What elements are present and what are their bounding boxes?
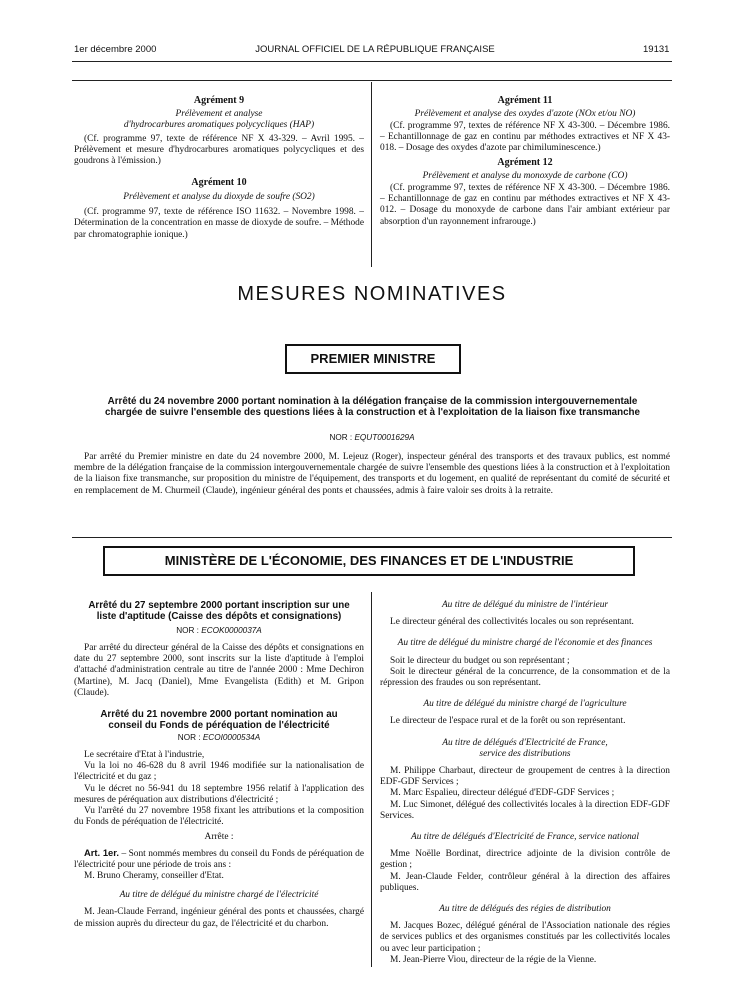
arrete-21-nov-vu-arrete: Vu l'arrêté du 27 novembre 1958 fixant les attributions et la composition du Fonds de péréquation de l'électricité.	[74, 806, 364, 828]
agrement-10-subtitle: Prélèvement et analyse du dioxyde de soufre (SO2)	[123, 192, 315, 203]
article-1-label: Art. 1er.	[84, 846, 120, 858]
arrete-21-nov-article-1	[74, 847, 364, 871]
arrete-27-sept-body: Par arrêté du directeur général de la Caisse des dépôts et consignations en date du 27 septembre 2000, sont inscrits sur la liste d'aptitude à l'emploi d'attaché d'administration centrale au titre de l'année 2000 : Mme Dechiron (Martine), M. Jacq (Daniel), Mme Evangelista (Edith) et M. Gripon (Claude).	[74, 643, 364, 698]
delegue-agriculture-heading: Au titre de délégué du ministre chargé de l'agriculture	[423, 699, 627, 710]
agrement-12-text: (Cf. programme 97, textes de référence NF X 43-300. – Décembre 1986. – Echantillonnage de gaz en continu par méthodes extractives et NF X 43-012. – Dosage du monoxyde de carbone dans l'air ambiant extérieur par absorption d'un rayonnement infrarouge.)	[380, 183, 670, 227]
pm-nor-label: NOR :	[329, 433, 355, 442]
ministere-economie-box: MINISTÈRE DE L'ÉCONOMIE, DES FINANCES ET DE L'INDUSTRIE	[103, 546, 635, 576]
delegue-economie-budget: Soit le directeur du budget ou son représentant ;	[390, 655, 570, 666]
arrete-21-nov-member-cheramy: M. Bruno Cheramy, conseiller d'Etat.	[84, 871, 224, 882]
bottom-right-column	[380, 600, 670, 966]
arrete-21-nov-vu-decret: Vu le décret no 56-941 du 18 septembre 1956 relatif à l'application des mesures de péréquation aux distributions d'électricité ;	[74, 783, 364, 805]
delegue-interieur-text: Le directeur général des collectivités locales ou son représentant.	[390, 617, 634, 628]
delegues-regies-heading: Au titre de délégués des régies de distribution	[439, 904, 611, 915]
delegue-felder: M. Jean-Claude Felder, contrôleur général à la direction des affaires publiques.	[380, 871, 670, 893]
arrete-27-sept-nor	[74, 626, 364, 635]
pm-nor-line	[72, 433, 672, 442]
column-divider-bottom	[371, 592, 372, 967]
agrement-9-text: (Cf. programme 97, texte de référence NF X 43-329. – Avril 1995. – Prélèvement et mesure d'hydrocarbures aromatiques polycycliques et des goudrons à l'émission.)	[74, 133, 364, 167]
agrement-10-title: Agrément 10	[191, 176, 247, 188]
arrete-21-nov-arrete: Arrête :	[204, 832, 234, 843]
arrete-21-nov-nor	[74, 733, 364, 742]
top-right-column	[380, 95, 670, 228]
mesures-nominatives-heading: MESURES NOMINATIVES	[237, 283, 507, 305]
delegue-simonet: M. Luc Simonet, délégué des collectivités locales à la direction EDF-GDF Services.	[380, 799, 670, 821]
delegue-electricite-heading: Au titre de délégué du ministre chargé de l'électricité	[119, 890, 319, 901]
pm-arrete-body: Par arrêté du Premier ministre en date du 24 novembre 2000, M. Lejeuz (Roger), inspecteur général des transports et des travaux publics, est nommé membre de la délégation française de la commission intergouvernementale chargée de suivre l'ensemble des questions liées à la construction et à l'exploitation de la liaison fixe transmanche, sur proposition du ministre de l'équipement, des transports et du logement, en qualité de représentant du comité de sécurité et en remplacement de M. Churmeil (Claude), ingénieur général des ponts et chaussées, admis à faire valoir ses droits à la retraite.	[74, 452, 670, 496]
header-date: 1er décembre 2000	[74, 44, 157, 55]
arrete-27-sept-nor-code: ECOK0000037A	[201, 626, 262, 635]
section-rule	[72, 80, 672, 81]
agrement-9-title: Agrément 9	[193, 95, 245, 106]
arrete-27-sept-nor-label: NOR :	[176, 626, 202, 635]
agrement-12-subtitle: Prélèvement et analyse du monoxyde de carbone (CO)	[422, 170, 628, 181]
header-page-number: 19131	[643, 44, 670, 55]
header-rule	[72, 61, 672, 62]
delegue-interieur-heading: Au titre de délégué du ministre de l'intérieur	[441, 600, 609, 610]
premier-ministre-box: PREMIER MINISTRE	[285, 344, 461, 374]
arrete-27-sept-title: Arrêté du 27 septembre 2000 portant inscription sur une liste d'aptitude (Caisse des dépôts et consignations)	[88, 600, 350, 622]
delegue-economie-heading: Au titre de délégué du ministre chargé de l'économie et des finances	[397, 638, 653, 649]
delegue-bordinat: Mme Noëlle Bordinat, directrice adjointe de la division contrôle de gestion ;	[380, 849, 670, 871]
agrement-9-subtitle-2: d'hydrocarbures aromatiques polycycliques (HAP)	[123, 119, 315, 130]
pm-arrete-title: Arrêté du 24 novembre 2000 portant nomination à la délégation française de la commission intergouvernementale chargée de suivre l'ensemble des questions liées à la construction et à l'exploitation de la liaison fixe transmanche	[105, 396, 640, 418]
agrement-11-subtitle: Prélèvement et analyse des oxydes d'azote (NOx et/ou NO)	[414, 108, 636, 119]
arrete-21-nov-member-ferrand: M. Jean-Claude Ferrand, ingénieur général des ponts et chaussées, chargé de mission auprès du directeur du gaz, de l'électricité et du charbon.	[74, 907, 364, 929]
agrement-11-title: Agrément 11	[497, 95, 553, 106]
delegues-edf-national-heading: Au titre de délégués d'Electricité de France, service national	[411, 832, 639, 843]
top-left-column	[74, 95, 364, 241]
delegue-economie-concurrence: Soit le directeur général de la concurrence, de la consommation et de la répression des fraudes ou son représentant.	[380, 666, 670, 689]
arrete-21-nov-title: Arrêté du 21 novembre 2000 portant nomination au conseil du Fonds de péréquation de l'électricité	[100, 709, 338, 732]
delegue-charbaut: M. Philippe Charbaut, directeur de groupement de centres à la direction EDF-GDF Services ;	[380, 766, 670, 788]
arrete-21-nov-nor-label: NOR :	[177, 733, 203, 743]
arrete-21-nov-vu-loi: Vu la loi no 46-628 du 8 avril 1946 modifiée sur la nationalisation de l'électricité et du gaz ;	[74, 761, 364, 783]
delegue-agriculture-text: Le directeur de l'espace rural et de la forêt ou son représentant.	[390, 716, 626, 727]
pm-nor-code: EQUT0001629A	[354, 433, 415, 442]
header-journal-title: JOURNAL OFFICIEL DE LA RÉPUBLIQUE FRANÇAISE	[255, 44, 495, 55]
pm-section-rule	[72, 537, 672, 538]
delegue-viou: M. Jean-Pierre Viou, directeur de la régie de la Vienne.	[390, 954, 597, 965]
arrete-21-nov-nor-code: ECOI0000534A	[202, 733, 261, 743]
delegue-bozec: M. Jacques Bozec, délégué général de l'Association nationale des régies de services publics et des organismes constitués par les collectivités locales ou avec leur participation ;	[380, 921, 670, 954]
article-1-text: – Sont nommés membres du conseil du Fonds de péréquation de l'électricité pour une période de trois ans :	[74, 848, 364, 870]
delegues-edf-distributions-heading-2: service des distributions	[479, 748, 571, 759]
agrement-10-text: (Cf. programme 97, texte de référence ISO 11632. – Novembre 1998. – Détermination de la concentration en masse de dioxyde de soufre. – Méthode par chromatographie ionique.)	[74, 207, 365, 240]
agrement-11-text: (Cf. programme 97, textes de référence NF X 43-300. – Décembre 1986. – Echantillonnage de gaz en continu par méthodes extractives et NF X 43-018. – Dosage des oxydes d'azote par chimiluminescence.)	[380, 120, 670, 154]
arrete-21-nov-intro: Le secrétaire d'Etat à l'industrie,	[84, 750, 205, 761]
bottom-left-column	[74, 600, 364, 930]
delegues-edf-distributions-heading: Au titre de délégués d'Electricité de France,	[442, 737, 608, 748]
agrement-12-title: Agrément 12	[497, 157, 553, 169]
column-divider-top	[371, 82, 372, 267]
agrement-9-subtitle: Prélèvement et analyse	[175, 108, 263, 119]
delegue-espalieu: M. Marc Espalieu, directeur délégué d'EDF-GDF Services ;	[390, 788, 615, 799]
